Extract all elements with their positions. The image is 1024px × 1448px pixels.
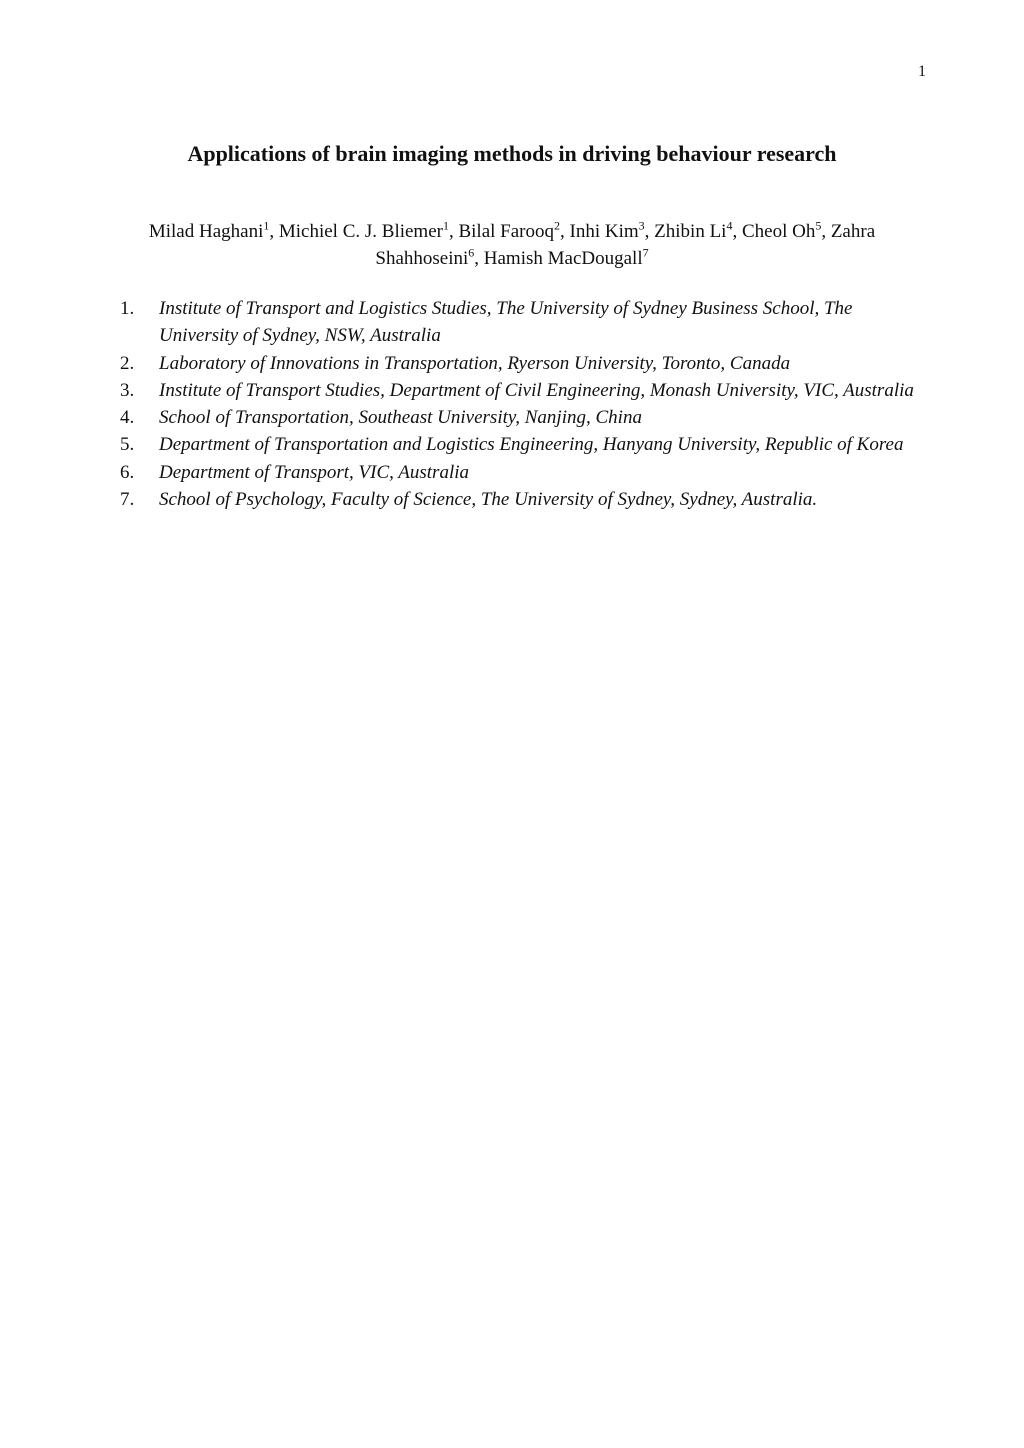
author: Zahra Shahhoseini$^6$,	[375, 221, 876, 269]
affiliation-item	[120, 459, 920, 486]
affiliation-number: 3.	[120, 379, 135, 401]
affiliation-number: 1.	[120, 298, 135, 319]
affiliation-text: Department of Transport, VIC, Australia	[159, 461, 470, 483]
author-affiliation-marker: 6	[468, 245, 475, 260]
affiliation-number: 4.	[120, 407, 135, 429]
author-affiliation-marker: 4	[726, 218, 733, 233]
author: Cheol Oh$^5$,	[741, 218, 831, 242]
author: Inhi Kim$^3$,	[569, 218, 655, 242]
page-number: 1	[918, 63, 926, 80]
affiliation-number: 6.	[120, 461, 135, 483]
author: Milad Haghani$^1$,	[148, 218, 279, 242]
affiliation-text: Laboratory of Innovations in Transportation, Ryerson University, Toronto, Canada	[159, 352, 791, 374]
author-list	[108, 218, 916, 272]
affiliation-item	[120, 295, 920, 350]
affiliation-number: 5.	[120, 434, 135, 456]
author: Hamish MacDougall$^7$	[483, 245, 649, 269]
affiliation-text: Department of Transportation and Logistics Engineering, Hanyang University, Republic of Korea	[159, 434, 904, 456]
affiliation-list	[120, 295, 920, 513]
author-affiliation-marker: 1	[442, 218, 449, 233]
affiliation-number: 7.	[120, 489, 135, 511]
author: Bilal Farooq$^2$,	[458, 218, 570, 242]
affiliation-text: School of Transportation, Southeast University, Nanjing, China	[159, 407, 642, 429]
affiliation-number: 2.	[120, 352, 135, 374]
affiliation-item	[120, 486, 920, 513]
author-affiliation-marker: 1	[263, 218, 270, 233]
affiliation-item	[120, 404, 920, 431]
affiliation-item	[120, 431, 920, 458]
author-affiliation-marker: 7	[642, 245, 649, 260]
affiliation-text: Institute of Transport Studies, Department of Civil Engineering, Monash University, VIC, Australia	[159, 379, 914, 401]
affiliation-text: Institute of Transport and Logistics Studies, The University of Sydney Business School, The University of Sydney, NSW, Australia	[159, 298, 853, 347]
author-affiliation-marker: 5	[815, 218, 822, 233]
author-affiliation-marker: 3	[638, 218, 645, 233]
paper-title: Applications of brain imaging methods in driving behaviour research	[187, 141, 837, 166]
affiliation-item	[120, 350, 920, 377]
author: Michiel C. J. Bliemer$^1$,	[278, 218, 459, 242]
affiliation-text: School of Psychology, Faculty of Science, The University of Sydney, Sydney, Australia.	[159, 489, 818, 511]
affiliation-item	[120, 377, 920, 404]
author-affiliation-marker: 2	[554, 218, 561, 233]
author: Zhibin Li$^4$,	[654, 218, 742, 242]
